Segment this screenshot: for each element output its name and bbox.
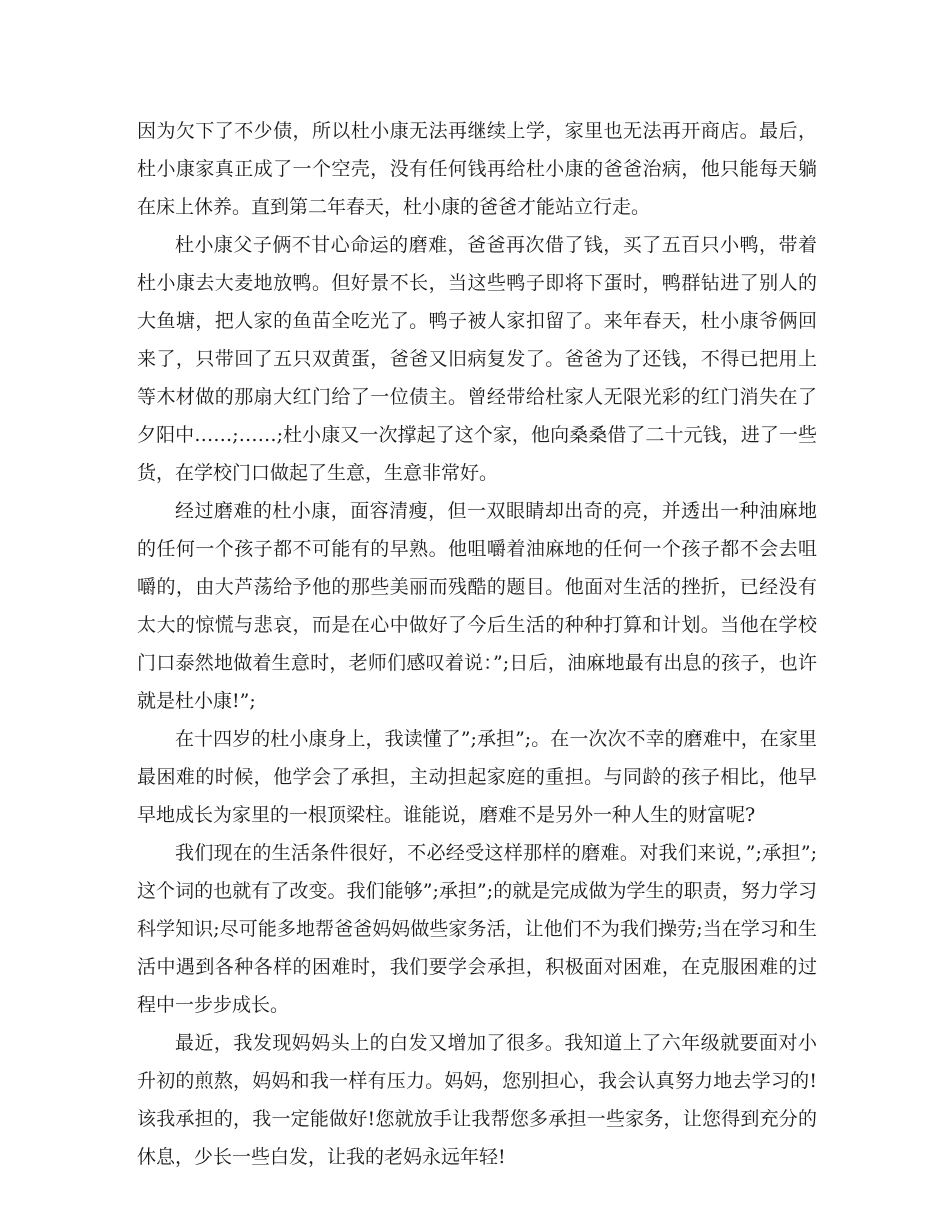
document-body [137, 112, 817, 1176]
paragraph-5: 我们现在的生活条件很好，不必经受这样那样的磨难。对我们来说，”;承担”;这个词的也就有了改变。我们能够”;承担”;的就是完成做为学生的职责，努力学习科学知识;尽可能多地帮爸爸妈妈做些家务活，让他们不为我们操劳;当在学习和生活中遇到各种各样的困难时，我们要学会承担，积极面对困难，在克服困难的过程中一步步成长。 [137, 842, 817, 1016]
paragraph-1: 因为欠下了不少债，所以杜小康无法再继续上学，家里也无法再开商店。最后，杜小康家真正成了一个空壳，没有任何钱再给杜小康的爸爸治病，他只能每天躺在床上休养。直到第二年春天，杜小康的爸爸才能站立行走。 [137, 120, 817, 218]
paragraph-6: 最近，我发现妈妈头上的白发又增加了很多。我知道上了六年级就要面对小升初的煎熬，妈妈和我一样有压力。妈妈，您别担心，我会认真努力地去学习的!该我承担的，我一定能做好!您就放手让我帮您多承担一些家务，让您得到充分的休息，少长一些白发，让我的老妈永远年轻! [137, 1032, 817, 1168]
paragraph-2: 杜小康父子俩不甘心命运的磨难，爸爸再次借了钱，买了五百只小鸭，带着杜小康去大麦地放鸭。但好景不长，当这些鸭子即将下蛋时，鸭群钻进了别人的大鱼塘，把人家的鱼苗全吃光了。鸭子被人家扣留了。来年春天，杜小康爷俩回来了，只带回了五只双黄蛋，爸爸又旧病复发了。爸爸为了还钱，不得已把用上等木材做的那扇大红门给了一位债主。曾经带给杜家人无限光彩的红门消失在了夕阳中……;……;杜小康又一次撑起了这个家，他向桑桑借了二十元钱，进了一些货，在学校门口做起了生意，生意非常好。 [137, 234, 817, 484]
paragraph-4: 在十四岁的杜小康身上，我读懂了”;承担”;。在一次次不幸的磨难中，在家里最困难的时候，他学会了承担，主动担起家庭的重担。与同龄的孩子相比，他早早地成长为家里的一根顶梁柱。谁能说，磨难不是另外一种人生的财富呢? [137, 728, 817, 826]
paragraph-3: 经过磨难的杜小康，面容清瘦，但一双眼睛却出奇的亮，并透出一种油麻地的任何一个孩子都不可能有的早熟。他咀嚼着油麻地的任何一个孩子都不会去咀嚼的，由大芦荡给予他的那些美丽而残酷的题目。他面对生活的挫折，已经没有太大的惊慌与悲哀，而是在心中做好了今后生活的种种打算和计划。当他在学校门口泰然地做着生意时，老师们感叹着说：”;日后，油麻地最有出息的孩子，也许就是杜小康!”; [137, 500, 817, 712]
